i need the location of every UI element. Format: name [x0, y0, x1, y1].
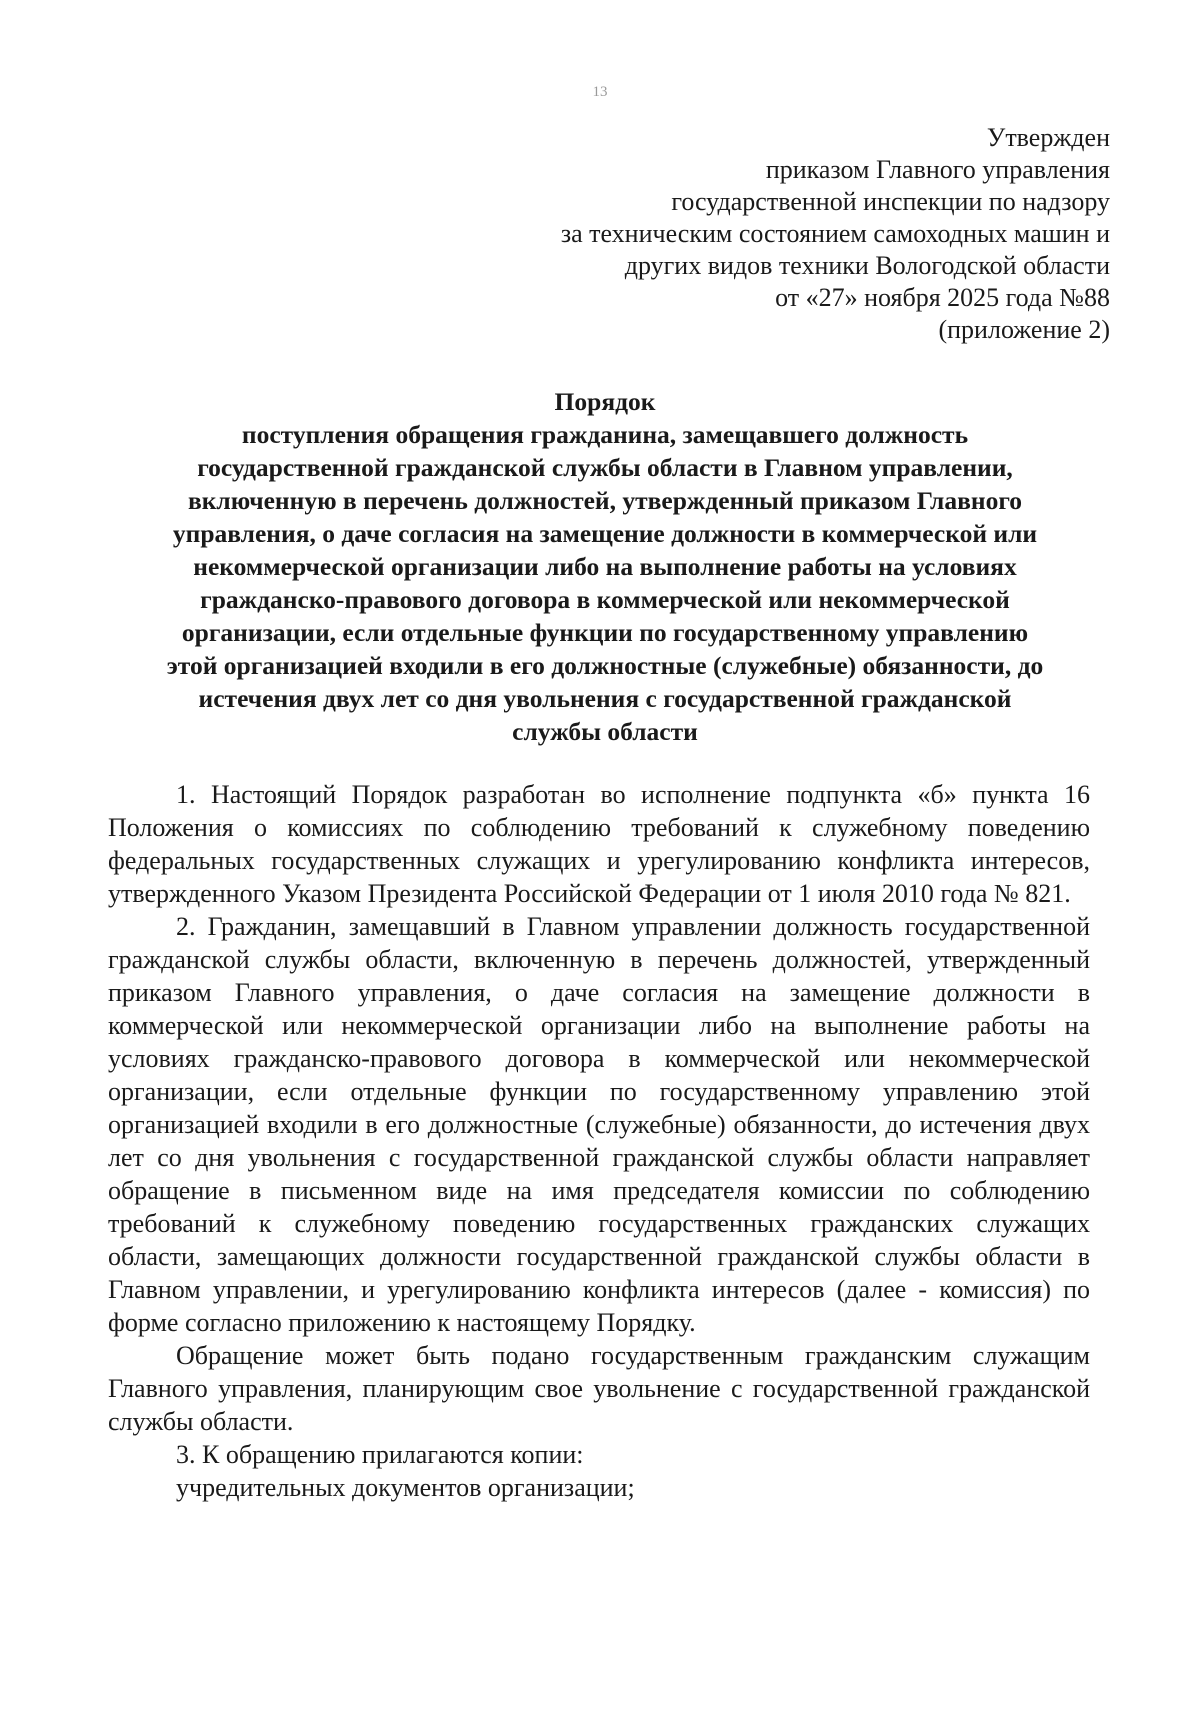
paragraph-2: 2. Гражданин, замещавший в Главном управлении должность государственной гражданской службы области, включенную в перечень должностей, утвержденный приказом Главного управления, о даче согласия на замещение должности в коммерческой или некоммерческой организации либо на выполнение работы на условиях гражданско-правового договора в коммерческой или некоммерческой организации, если отдельные функции по государственному управлению этой организацией входили в его должностные (служебные) обязанности, до истечения двух лет со дня увольнения с государственной гражданской службы области направляет обращение в письменном виде на имя председателя комиссии по соблюдению требований к служебному поведению государственных гражданских служащих области, замещающих должности государственной гражданской службы области в Главном управлении, и урегулированию конфликта интересов (далее - комиссия) по форме согласно приложению к настоящему Порядку.: [108, 912, 1090, 1337]
title-line: этой организацией входили в его должностные (служебные) обязанности, до: [166, 651, 1044, 680]
document-title: [125, 385, 1085, 748]
paragraph-3-item: учредительных документов организации;: [176, 1473, 635, 1502]
approval-line: других видов техники Вологодской области: [624, 251, 1110, 280]
approval-line: приказом Главного управления: [765, 155, 1110, 184]
title-line: организации, если отдельные функции по государственному управлению: [181, 618, 1029, 647]
title-line: управления, о даче согласия на замещение должности в коммерческой или: [172, 519, 1038, 548]
title-line: истечения двух лет со дня увольнения с государственной гражданской: [198, 684, 1012, 713]
approval-stamp-block: [410, 122, 1110, 346]
approval-line: Утвержден: [986, 123, 1110, 152]
approval-line: государственной инспекции по надзору: [671, 187, 1110, 216]
title-line: службы области: [512, 717, 698, 746]
title-heading: Порядок: [554, 387, 656, 416]
document-body: [108, 778, 1090, 1504]
paragraph-2-continued: Обращение может быть подано государственным гражданским служащим Главного управления, планирующим свое увольнение с государственной гражданской службы области.: [108, 1341, 1090, 1436]
approval-line: от «27» ноября 2025 года №88: [775, 283, 1110, 312]
paragraph-3: 3. К обращению прилагаются копии:: [176, 1440, 584, 1469]
approval-line: (приложение 2): [938, 315, 1110, 344]
paragraph-1: 1. Настоящий Порядок разработан во исполнение подпункта «б» пункта 16 Положения о комиссиях по соблюдению требований к служебному поведению федеральных государственных служащих и урегулированию конфликта интересов, утвержденного Указом Президента Российской Федерации от 1 июля 2010 года № 821.: [108, 780, 1090, 908]
title-line: государственной гражданской службы области в Главном управлении,: [197, 453, 1013, 482]
title-line: гражданско-правового договора в коммерческой или некоммерческой: [200, 585, 1010, 614]
title-line: включенную в перечень должностей, утвержденный приказом Главного: [187, 486, 1023, 515]
approval-line: за техническим состоянием самоходных машин и: [560, 219, 1110, 248]
page-number: 13: [592, 84, 608, 100]
title-line: поступления обращения гражданина, замещавшего должность: [241, 420, 969, 449]
title-line: некоммерческой организации либо на выполнение работы на условиях: [193, 552, 1017, 581]
